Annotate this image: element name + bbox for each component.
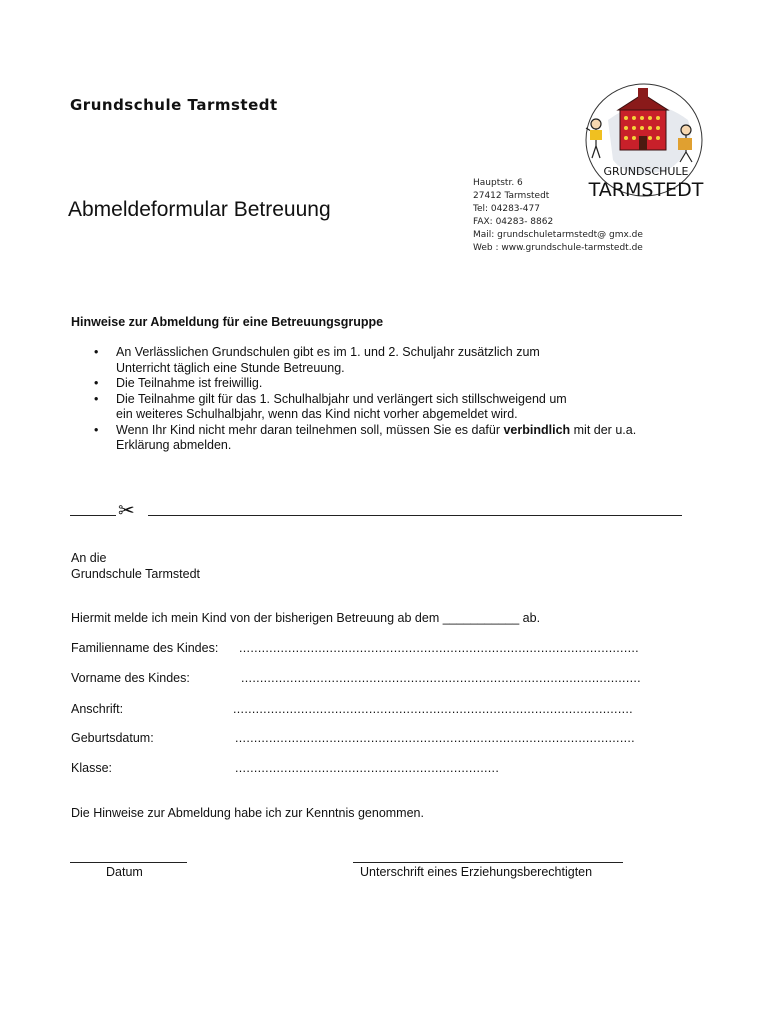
field-blank[interactable]: ...................................................................... (235, 761, 500, 775)
address-phone: Tel: 04283-477 (473, 204, 540, 214)
signature-line[interactable] (353, 862, 623, 863)
hint-item: • Die Teilnahme gilt für das 1. Schulhalbjahr und verlängert sich stillschweigend um ein weiteres Schulhalbjahr, wenn das Kind nicht vorher abgemeldet wird. (94, 392, 714, 423)
cut-line (70, 500, 682, 524)
field-label: Klasse: (71, 761, 112, 775)
field-label: Geburtsdatum: (71, 731, 154, 745)
acknowledgement-text: Die Hinweise zur Abmeldung habe ich zur Kenntnis genommen. (71, 806, 424, 820)
cut-line-right (148, 515, 682, 516)
field-blank[interactable]: .......................................................................................................... (233, 702, 633, 716)
cut-line-left (70, 515, 116, 516)
address-city: 27412 Tarmstedt (473, 191, 550, 201)
date-label: Datum (106, 865, 143, 879)
document-title: Abmeldeformular Betreuung (68, 198, 331, 221)
hints-list (94, 345, 714, 454)
school-name: Grundschule Tarmstedt (70, 96, 278, 114)
hint-item: • Wenn Ihr Kind nicht mehr daran teilnehmen soll, müssen Sie es dafür verbindlich mit der u.a. Erklärung abmelden. (94, 423, 714, 454)
hints-heading: Hinweise zur Abmeldung für eine Betreuungsgruppe (71, 315, 384, 329)
field-label: Vorname des Kindes: (71, 671, 190, 685)
deregistration-sentence: Hiermit melde ich mein Kind von der bisherigen Betreuung ab dem ___________ ab. (71, 611, 541, 625)
scissors-icon: ✂ (118, 498, 135, 522)
field-blank[interactable]: .......................................................................................................... (235, 731, 635, 745)
emphasis-verbindlich: verbindlich (503, 422, 571, 437)
address-street: Hauptstr. 6 (473, 178, 523, 188)
date-line[interactable] (70, 862, 187, 863)
hint-item: • An Verlässlichen Grundschulen gibt es im 1. und 2. Schuljahr zusätzlich zum Unterricht täglich eine Stunde Betreuung. (94, 345, 714, 376)
signature-label: Unterschrift eines Erziehungsberechtigten (360, 865, 593, 879)
address-web: Web : www.grundschule-tarmstedt.de (473, 243, 643, 253)
recipient-address: An die Grundschule Tarmstedt (71, 551, 200, 581)
field-blank[interactable]: .......................................................................................................... (241, 671, 641, 685)
address-mail: Mail: grundschuletarmstedt@ gmx.de (473, 230, 643, 240)
hint-item: • Die Teilnahme ist freiwillig. (94, 376, 714, 392)
field-label: Familienname des Kindes: (71, 641, 219, 655)
logo-text-top: GRUNDSCHULE (603, 165, 689, 178)
logo-text-bottom: TARMSTEDT (588, 179, 704, 201)
address-fax: FAX: 04283- 8862 (473, 217, 554, 227)
school-address (473, 177, 643, 255)
field-label: Anschrift: (71, 702, 124, 716)
field-blank[interactable]: .......................................................................................................... (239, 641, 639, 655)
